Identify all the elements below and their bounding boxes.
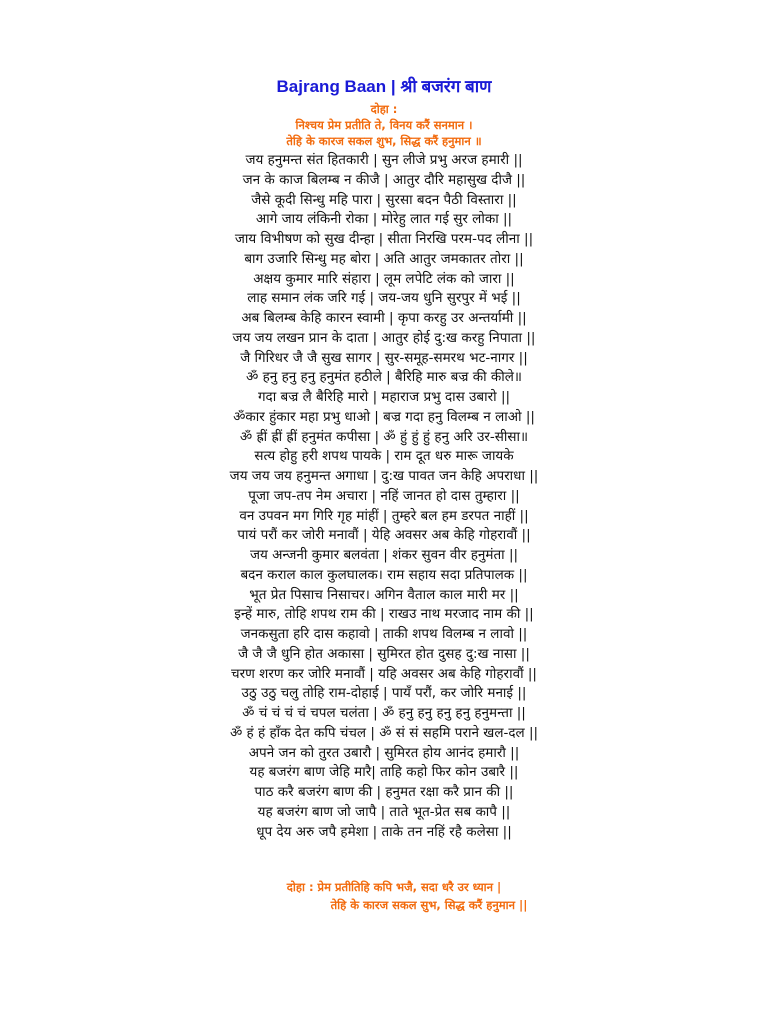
verse-line: अपने जन को तुरत उबारौ | सुमिरत होय आनंद हमारौ || <box>248 744 520 761</box>
closing-doha-line: दोहा : प्रेम प्रतीतिहि कपि भजै, सदा धरै उर ध्यान | <box>286 880 502 894</box>
verse-line: यह बजरंग बाण जेहि मारै| ताहि कहो फिर कोन उबारै || <box>249 764 519 781</box>
verse-line: जै गिरिधर जै जै सुख सागर | सुर-समूह-समरथ भट-नागर || <box>240 349 528 366</box>
verse-line: उठु उठु चलु तोहि राम-दोहाई | पायँ परौं, कर जोरि मनाई || <box>241 685 527 702</box>
verse-line: भूत प्रेत पिसाच निसाचर। अगिन वैताल काल मारी मर || <box>249 586 519 603</box>
verse-line: जन के काज बिलम्ब न कीजै | आतुर दौरि महासुख दीजै || <box>242 171 526 188</box>
verse-line: यह बजरंग बाण जो जापै | ताते भूत-प्रेत सब कापै || <box>257 803 511 820</box>
page-title: Bajrang Baan | श्री बजरंग बाण <box>276 77 492 96</box>
verse-line: लाह समान लंक जरि गई | जय-जय धुनि सुरपुर में भई || <box>247 290 521 307</box>
verse-line: जय हनुमन्त संत हितकारी | सुन लीजे प्रभु अरज हमारी || <box>245 152 523 168</box>
verse-list <box>0 151 768 842</box>
verse-line: वन उपवन मग गिरि गृह मांहीं | तुम्हरे बल हम डरपत नाहीं || <box>239 507 529 524</box>
closing-doha <box>0 878 768 914</box>
verse-line: ॐकार हुंकार महा प्रभु धाओ | बज्र गदा हनु विलम्ब न लाओ || <box>233 408 535 425</box>
verse-line: जैसे कूदी सिन्धु महि पारा | सुरसा बदन पैठी विस्तारा || <box>251 191 517 208</box>
verse-line: पायं परौं कर जोरी मनावौं | येहि अवसर अब केहि गोहरावौं || <box>237 527 531 544</box>
verse-line: जनकसुता हरि दास कहावो | ताकी शपथ विलम्ब न लावो || <box>240 626 528 642</box>
verse-line: अक्षय कुमार मारि संहारा | लूम लपेटि लंक को जारा || <box>253 270 515 287</box>
verse-line: गदा बज्र लै बैरिहि मारो | महाराज प्रभु दास उबारो || <box>257 389 511 405</box>
verse-line: पूजा जप-तप नेम अचारा | नहिं जानत हो दास तुम्हारा || <box>248 487 520 504</box>
verse-line: पाठ करै बजरंग बाण की | हनुमत रक्षा करै प्रान की || <box>254 784 514 800</box>
verse-line: जै जै जै धुनि होत अकासा | सुमिरत होत दुसह दु:ख नासा || <box>238 645 530 662</box>
verse-line: बाग उजारि सिन्धु मह बोरा | अति आतुर जमकातर तोरा || <box>244 250 524 267</box>
verse-line: चरण शरण कर जोरि मनावौं | यहि अवसर अब केहि गोहरावौं || <box>231 665 537 682</box>
verse-line: ॐ ह्रीं ह्रीं ह्रीं हनुमंत कपीसा | ॐ हुं हुं हुं हनु अरि उर-सीसा॥ <box>239 428 529 445</box>
doha-label: दोहा : <box>370 102 398 116</box>
verse-line: इन्हें मारु, तोहि शपथ राम की | राखउ नाथ मरजाद नाम की || <box>234 606 534 623</box>
verse-line: जय जय जय हनुमन्त अगाधा | दु:ख पावत जन केहि अपराधा || <box>229 468 539 484</box>
verse-line: ॐ हं हं हाँक देत कपि चंचल | ॐ सं सं सहमि पराने खल-दल || <box>229 724 539 741</box>
verse-line: जय अन्जनी कुमार बलवंता | शंकर सुवन वीर हनुमंता || <box>249 547 519 563</box>
opening-doha <box>0 101 768 149</box>
verse-line: धूप देय अरु जपै हमेशा | ताके तन नहिं रहै कलेसा || <box>256 823 512 840</box>
verse-line: आगे जाय लंकिनी रोका | मोरेहु लात गई सुर लोका || <box>255 211 513 228</box>
verse-line: ॐ हनु हनु हनु हनुमंत हठीले | बैरिहि मारु बज्र की कीले॥ <box>246 369 522 386</box>
verse-line: ॐ चं चं चं चं चपल चलंता | ॐ हनु हनु हनु हनु हनुमन्ता || <box>242 705 526 721</box>
closing-doha-line: तेहि के कारज सकल सुभ, सिद्ध करैं हनुमान || <box>330 898 528 912</box>
verse-line: बदन कराल काल कुलघालक। राम सहाय सदा प्रतिपालक || <box>240 566 528 583</box>
verse-line: जय जय लखन प्रान के दाता | आतुर होई दु:ख करहु निपाता || <box>232 329 536 346</box>
verse-line: अब बिलम्ब केहि कारन स्वामी | कृपा करहु उर अन्तर्यामी || <box>241 310 527 326</box>
verse-line: सत्य होहु हरी शपथ पायके | राम दूत धरु मारू जायके <box>254 448 514 465</box>
doha-line: निश्चय प्रेम प्रतीति ते, विनय करैं सनमान । <box>295 118 473 132</box>
verse-line: जाय विभीषण को सुख दीन्हा | सीता निरखि परम-पद लीना || <box>234 231 534 247</box>
doha-line: तेहि के कारज सकल शुभ, सिद्ध करैं हनुमान ॥ <box>286 134 482 148</box>
